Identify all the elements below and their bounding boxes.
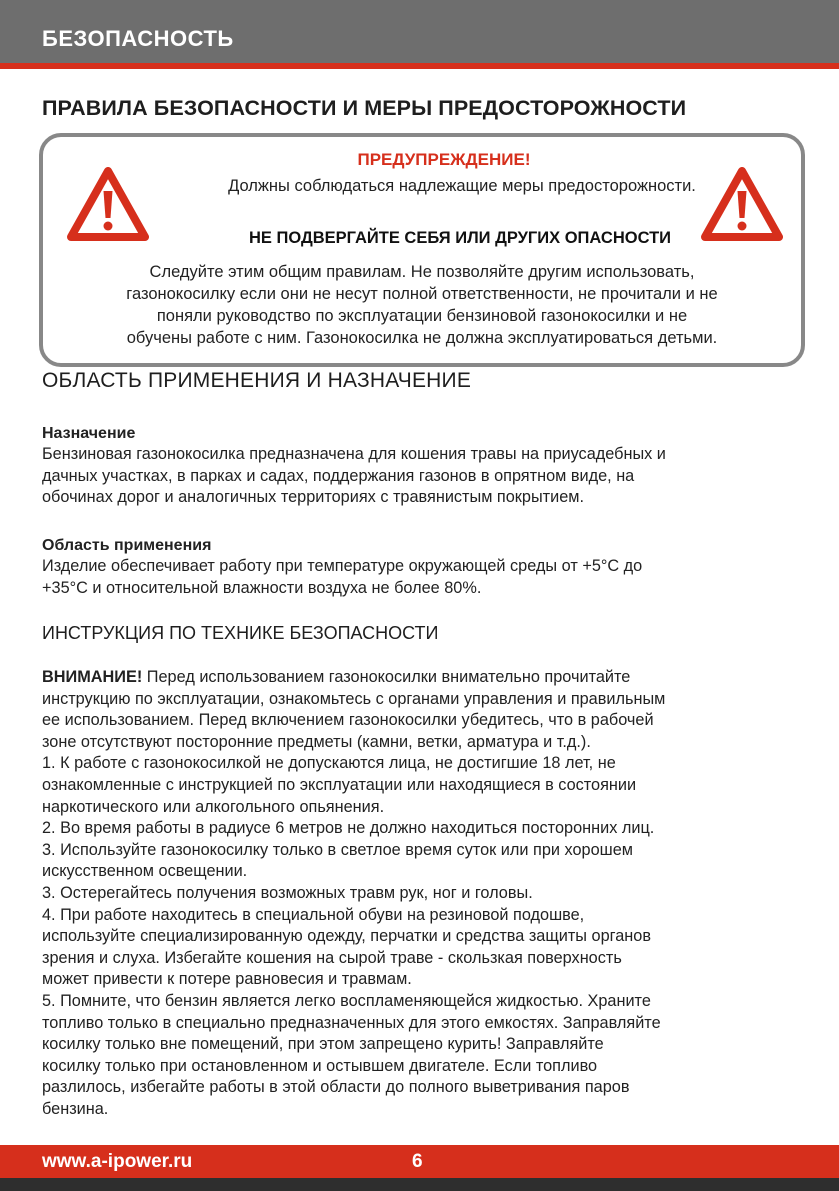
text-line: косилку только при остановленном и остывшем двигателе. Если топливо — [42, 1056, 598, 1075]
warning-title: ПРЕДУПРЕЖДЕНИЕ! — [357, 150, 531, 169]
warning-box — [39, 133, 805, 367]
section-title: ПРАВИЛА БЕЗОПАСНОСТИ И МЕРЫ ПРЕДОСТОРОЖНОСТИ — [42, 96, 687, 120]
safety-text — [42, 667, 802, 1120]
text-line: дачных участках, в парках и садах, поддержания газонов в опрятном виде, на — [42, 466, 635, 485]
text-line: 1. К работе с газонокосилкой не допускаются лица, не достигшие 18 лет, не — [42, 754, 616, 773]
text-line: топливо только в специально предназначенных для этого емкостях. Заправляйте — [42, 1013, 661, 1032]
text-line: ознакомленные с инструкцией по эксплуатации или находящиеся в состоянии — [42, 775, 637, 794]
text-line: 3. Остерегайтесь получения возможных травм рук, ног и головы. — [42, 883, 533, 902]
page-header — [0, 0, 839, 63]
attention-text: Перед использованием газонокосилки внимательно прочитайте — [142, 668, 631, 686]
application-heading: Область применения — [42, 537, 212, 554]
application-text — [42, 556, 802, 599]
text-line: используйте специализированную одежду, перчатки и средства защиты органов — [42, 927, 651, 946]
purpose-text — [42, 444, 802, 509]
text-line: +35°С и относительной влажности воздуха не более 80%. — [42, 578, 482, 597]
scope-title: ОБЛАСТЬ ПРИМЕНЕНИЯ И НАЗНАЧЕНИЕ — [42, 369, 472, 392]
text-line: 4. При работе находитесь в специальной обуви на резиновой подошве, — [42, 905, 585, 924]
header-title: БЕЗОПАСНОСТЬ — [42, 26, 234, 51]
text-line: бензина. — [42, 1099, 109, 1118]
purpose-heading: Назначение — [42, 425, 136, 442]
text-line: разлилось, избегайте работы в этой области до полного выветривания паров — [42, 1078, 630, 1097]
warning-line: Должны соблюдаться надлежащие меры предосторожности. — [228, 177, 696, 195]
text-line: косилку только вне помещений, при этом запрещено курить! Заправляйте — [42, 1035, 604, 1054]
footer-bottom-bar — [0, 1178, 839, 1191]
text-line: 2. Во время работы в радиусе 6 метров не должно находиться посторонних лиц. — [42, 819, 655, 838]
footer-url: www.a-ipower.ru — [42, 1151, 193, 1172]
text-line: искусственном освещении. — [42, 862, 248, 881]
text-line: наркотического или алкогольного опьянения. — [42, 797, 385, 816]
text-line: инструкцию по эксплуатации, ознакомьтесь с органами управления и правильным — [42, 689, 666, 708]
safety-title: ИНСТРУКЦИЯ ПО ТЕХНИКЕ БЕЗОПАСНОСТИ — [42, 623, 439, 643]
text-line: 5. Помните, что бензин является легко воспламеняющейся жидкостью. Храните — [42, 991, 651, 1010]
text-line — [42, 667, 802, 689]
text-line: 3. Используйте газонокосилку только в светлое время суток или при хорошем — [42, 840, 633, 859]
text-line: может привести к потере равновесия и травмам. — [42, 970, 412, 989]
warning-emphasis: НЕ ПОДВЕРГАЙТЕ СЕБЯ ИЛИ ДРУГИХ ОПАСНОСТИ — [248, 229, 672, 247]
page-number: 6 — [412, 1151, 423, 1172]
warning-body-line: обучены работе с ним. Газонокосилка не должна эксплуатироваться детьми. — [126, 329, 718, 347]
header-accent-stripe — [0, 63, 839, 69]
text-line: Изделие обеспечивает работу при температуре окружающей среды от +5°С до — [42, 557, 643, 575]
warning-body-line: поняли руководство по эксплуатации бензиновой газонокосилки и не — [156, 307, 688, 325]
warning-body-line: газонокосилку если они не несут полной ответственности, не прочитали и не — [126, 285, 718, 303]
attention-label: ВНИМАНИЕ! — [42, 668, 143, 686]
text-line: обочинах дорог и аналогичных территориях с травянистым покрытием. — [42, 488, 585, 507]
text-line: зоне отсутствуют посторонние предметы (камни, ветки, арматура и т.д.). — [42, 732, 591, 751]
warning-body — [43, 261, 801, 349]
text-line: Бензиновая газонокосилка предназначена для кошения травы на приусадебных и — [42, 445, 666, 463]
warning-body-line: Следуйте этим общим правилам. Не позволяйте другим использовать, — [149, 263, 695, 281]
text-line: зрения и слуха. Избегайте кошения на сырой траве - скользкая поверхность — [42, 948, 622, 967]
text-line: ее использованием. Перед включением газонокосилки убедитесь, что в рабочей — [42, 711, 654, 730]
